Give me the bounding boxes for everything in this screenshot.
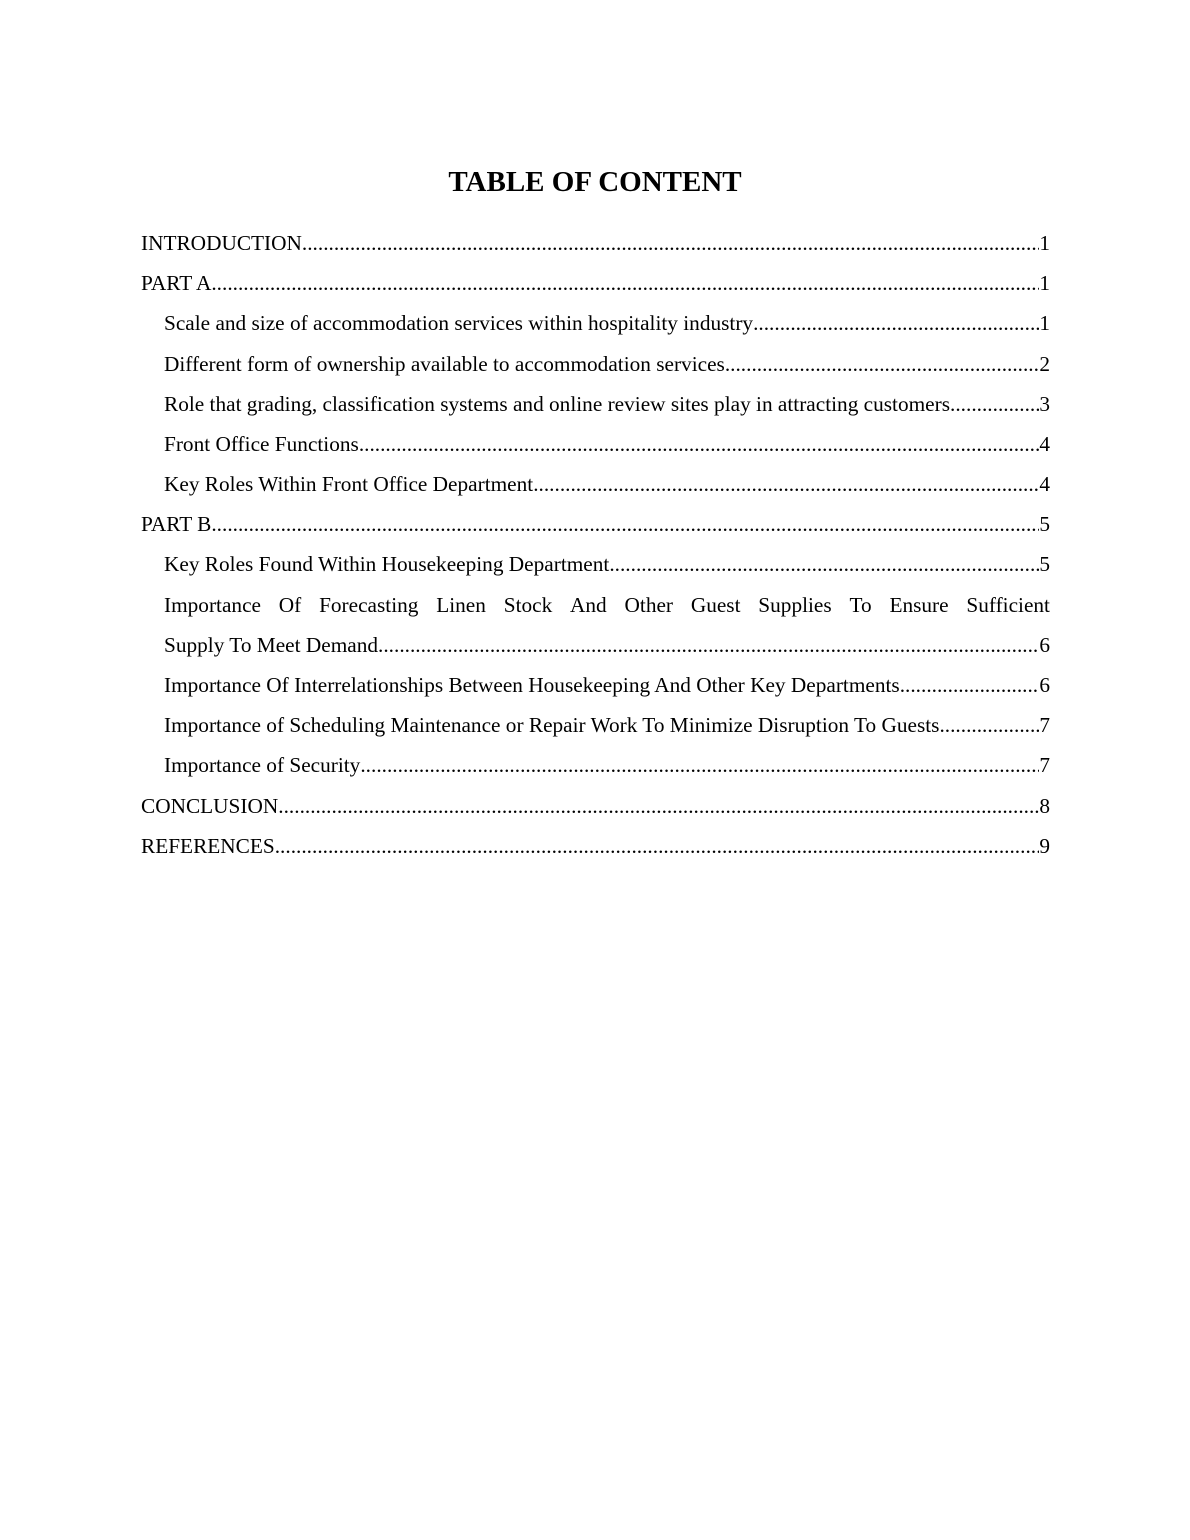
toc-entry-front-office-roles[interactable] [141,464,1050,504]
toc-dot-leader [360,745,1039,785]
toc-entry-part-a[interactable] [141,263,1050,303]
toc-page-number: 5 [1039,552,1050,577]
toc-entry-part-b[interactable] [141,504,1050,544]
toc-dot-leader [302,223,1039,263]
toc-entry-introduction[interactable] [141,223,1050,263]
toc-entry-front-office-functions[interactable] [141,424,1050,464]
toc-entry-scheduling-maintenance[interactable] [141,705,1050,745]
toc-entry-forecasting-linen[interactable] [141,585,1050,665]
toc-dot-leader [725,344,1040,384]
toc-page-number: 8 [1039,793,1050,818]
toc-entry-conclusion[interactable] [141,786,1050,826]
toc-dot-leader [939,705,1039,745]
toc-entry-label: Role that grading, classification systems and online review sites play in attracting customers [164,391,951,416]
toc-entry-label: Key Roles Found Within Housekeeping Department [164,552,610,577]
toc-dot-leader [900,665,1040,705]
toc-dot-leader [609,545,1039,585]
toc-entry-grading-classification[interactable] [141,384,1050,424]
toc-page-number: 4 [1039,431,1050,456]
toc-entry-label: Different form of ownership available to accommodation services [164,351,725,376]
toc-entry-ownership[interactable] [141,344,1050,384]
toc-entry-label: Front Office Functions [164,431,359,456]
toc-page-number: 1 [1039,311,1050,336]
toc-page-number: 1 [1039,230,1050,255]
toc-page-number: 7 [1039,753,1050,778]
toc-entry-label: Key Roles Within Front Office Department [164,472,534,497]
toc-dot-leader [275,826,1040,866]
toc-dot-leader [753,303,1039,343]
toc-page-number: 3 [1039,391,1050,416]
toc-entry-label: Importance of Security [164,753,361,778]
toc-entry-label: CONCLUSION [141,793,279,818]
toc-entry-label-line-2: Supply To Meet Demand ..... 6 [164,625,1050,665]
toc-dot-leader [211,504,1039,544]
toc-page-number: 4 [1039,472,1050,497]
toc-entry-label: INTRODUCTION [141,230,302,255]
toc-dot-leader [359,424,1040,464]
toc-entry-label: Importance Of Interrelationships Between Housekeeping And Other Key Departments [164,673,900,698]
toc-dot-leader [950,384,1039,424]
toc-page-number: 6 [1039,673,1050,698]
toc-page-number: 6 [1039,632,1050,657]
toc-dot-leader [533,464,1039,504]
toc-entry-housekeeping-roles[interactable] [141,545,1050,585]
toc-entry-label: Importance of Scheduling Maintenance or Repair Work To Minimize Disruption To Guests [164,713,940,738]
toc-page-number: 2 [1039,351,1050,376]
toc-entry-label: REFERENCES [141,833,275,858]
toc-entry-security[interactable] [141,745,1050,785]
toc-page-number: 7 [1039,713,1050,738]
toc-entry-interrelationships[interactable] [141,665,1050,705]
toc-page-number: 9 [1039,833,1050,858]
toc-entry-scale-and-size[interactable] [141,303,1050,343]
toc-entry-label: PART B [141,512,212,537]
toc-entry-references[interactable] [141,826,1050,866]
toc-title: TABLE OF CONTENT [448,166,742,198]
toc-dot-leader [278,786,1039,826]
toc-entry-label: PART A [141,271,212,296]
toc-entry-label-line-1: Importance Of Forecasting Linen Stock And Other Guest Supplies To Ensure Sufficient [164,592,1050,617]
toc-page-number: 1 [1039,271,1050,296]
toc-dot-leader [378,625,1039,665]
toc-dot-leader [211,263,1039,303]
toc-page-number: 5 [1039,512,1050,537]
toc-list [141,223,1050,866]
toc-entry-label: Scale and size of accommodation services within hospitality industry [164,311,754,336]
